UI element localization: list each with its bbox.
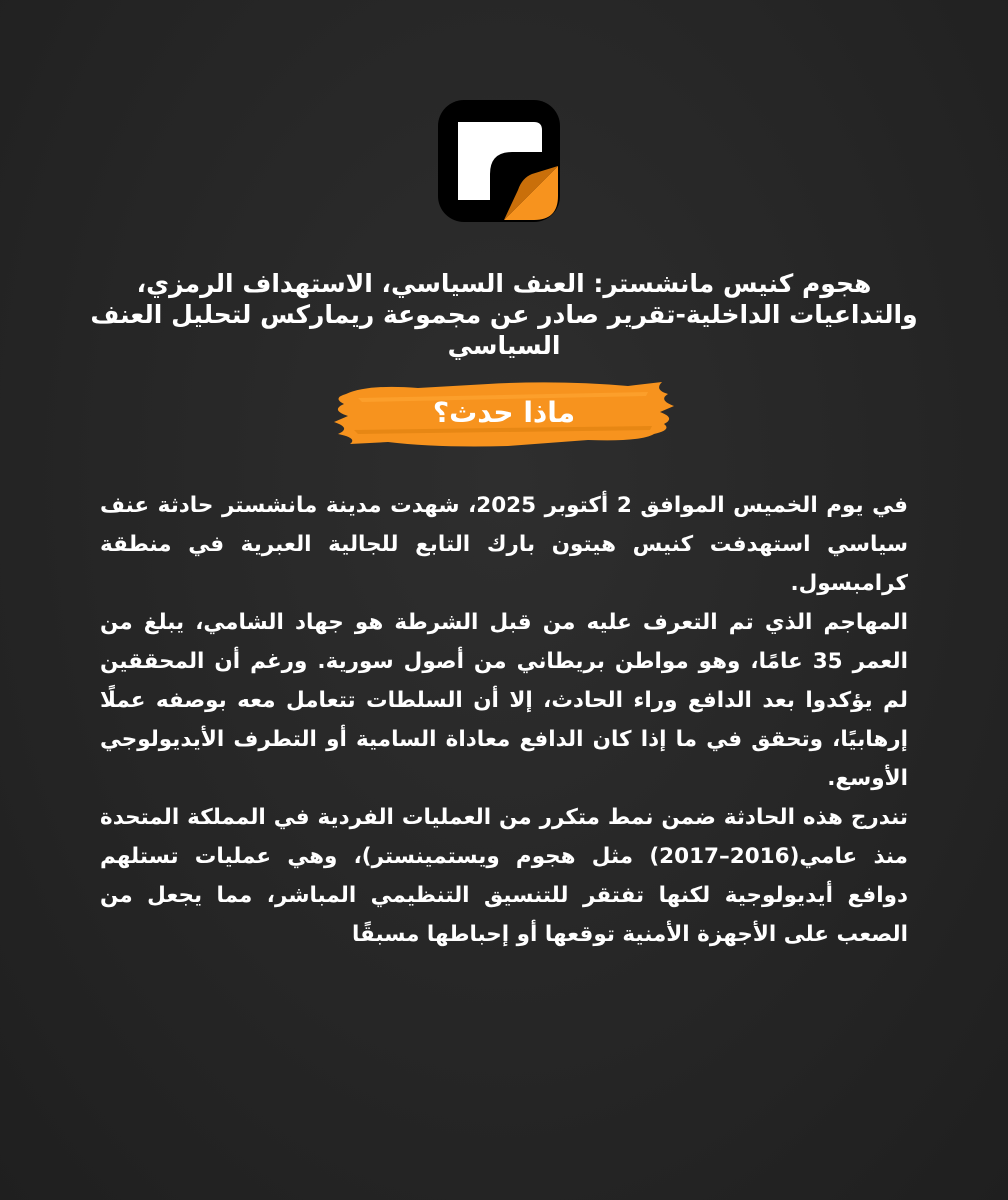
section-heading: ماذا حدث؟ [432, 396, 576, 429]
section-heading-banner [328, 376, 680, 450]
article-body [100, 486, 908, 954]
report-title: هجوم كنيس مانشستر: العنف السياسي، الاستهداف الرمزي، والتداعيات الداخلية-تقرير صادر عن مجموعة ريماركس لتحليل العنف السياسي [90, 269, 918, 360]
body-paragraph: المهاجم الذي تم التعرف عليه من قبل الشرطة هو جهاد الشامي، يبلغ من العمر 35 عامًا، وهو مواطن بريطاني من أصول سورية. ورغم أن المحققين لم يؤكدوا بعد الدافع وراء الحادث، إلا أن السلطات تتعامل معه بوصفه عملًا إرهابيًا، وتحقق في ما إذا كان الدافع معاداة السامية أو التطرف الأيديولوجي الأوسع. [100, 610, 908, 791]
body-paragraph: تندرج هذه الحادثة ضمن نمط متكرر من العمليات الفردية في المملكة المتحدة منذ عامي(2016–2017) مثل هجوم ويستمينستر)، وهي عمليات تستلهم دوافع أيديولوجية لكنها تفتقر للتنسيق التنظيمي المباشر، مما يجعل من الصعب على الأجهزة الأمنية توقعها أو إحباطها مسبقًا [100, 805, 908, 947]
body-paragraph: في يوم الخميس الموافق 2 أكتوبر 2025، شهدت مدينة مانشستر حادثة عنف سياسي استهدفت كنيس هيتون بارك التابع للجالية العبرية في منطقة كرامبسول. [100, 493, 909, 596]
r-logo-icon [438, 100, 560, 222]
